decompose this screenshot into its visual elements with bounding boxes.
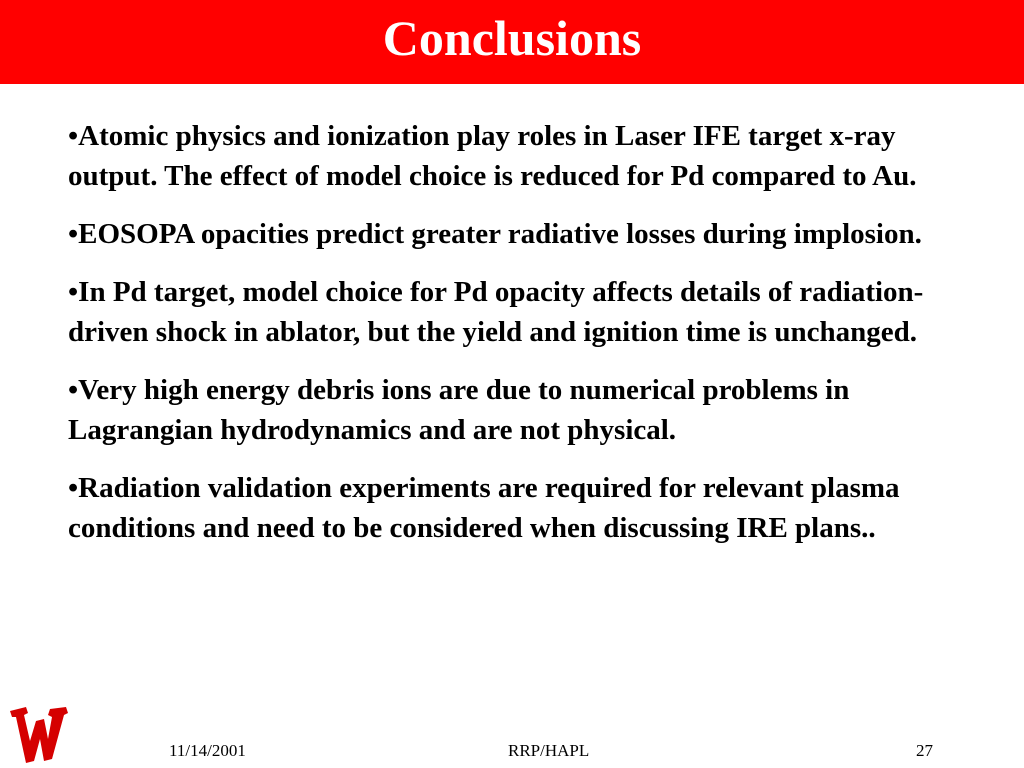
logo-shape (10, 707, 68, 763)
bullet-text: Radiation validation experiments are required for relevant plasma conditions and need to be considered when discussing IRE plans.. (68, 472, 900, 544)
bullet-text: EOSOPA opacities predict greater radiative losses during implosion. (78, 218, 922, 250)
bullet-item (68, 370, 968, 450)
university-w-logo-icon (6, 703, 70, 763)
bullet-mark: • (68, 472, 79, 504)
bullet-text: Atomic physics and ionization play roles in Laser IFE target x-ray output. The effect of model choice is reduced for Pd compared to Au. (68, 120, 917, 192)
title-bar (0, 0, 1024, 84)
bullet-mark: • (68, 374, 79, 406)
bullet-text: Very high energy debris ions are due to numerical problems in Lagrangian hydrodynamics and are not physical. (68, 374, 850, 446)
bullet-list (68, 116, 968, 566)
slide-title: Conclusions (382, 10, 642, 66)
page-number: 27 (916, 741, 933, 760)
bullet-mark: • (68, 218, 79, 250)
bullet-mark: • (68, 276, 79, 308)
bullet-mark: • (68, 120, 79, 152)
bullet-item (68, 214, 968, 254)
bullet-text: In Pd target, model choice for Pd opacity affects details of radiation-driven shock in ablator, but the yield and ignition time is unchanged. (68, 276, 924, 348)
footer-date: 11/14/2001 (169, 741, 246, 760)
bullet-item (68, 272, 968, 352)
footer-center-label: RRP/HAPL (508, 741, 590, 760)
bullet-item (68, 116, 968, 196)
bullet-item (68, 468, 968, 548)
